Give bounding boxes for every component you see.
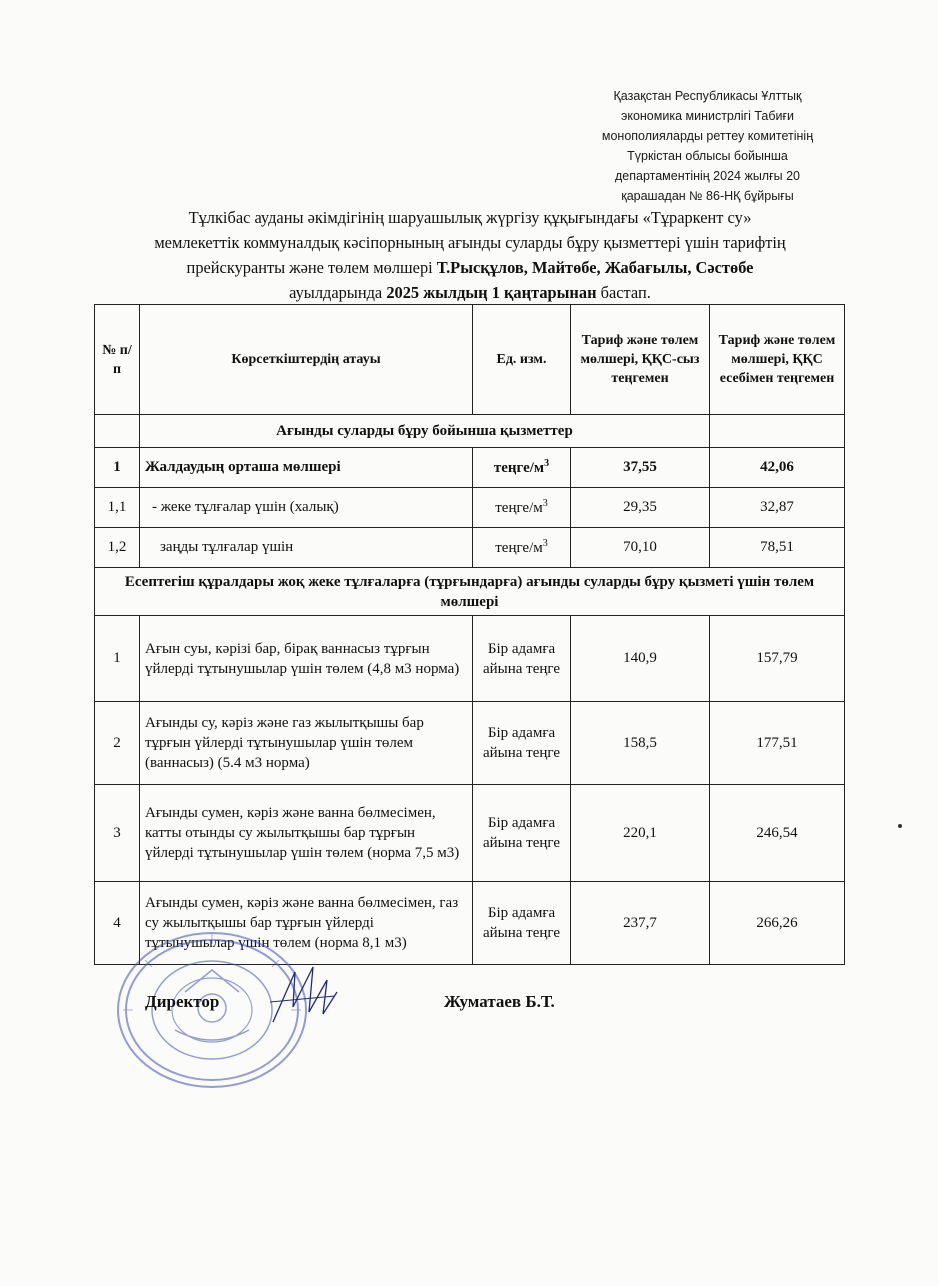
row-name: Ағынды су, кәріз және газ жылытқышы бар тұрғын үйлерді тұтынушылар үшін төлем (ваннасыз) (5.4 м3 норма) <box>140 702 473 785</box>
section-row <box>95 568 845 616</box>
table-row <box>95 616 845 702</box>
tariff-table <box>94 304 845 965</box>
section-title: Ағынды суларды бұру бойынша қызметтер <box>140 415 710 448</box>
row-unit <box>473 528 571 568</box>
row-value-no-vat: 158,5 <box>571 702 710 785</box>
row-value-vat: 246,54 <box>710 785 845 882</box>
row-name: Ағын суы, кәрізі бар, бірақ ваннасыз тұрғын үйлерді тұтынушылар үшін төлем (4,8 м3 норма) <box>140 616 473 702</box>
approval-line: Түркістан облысы бойынша <box>627 149 788 163</box>
header-unit: Ед. изм. <box>473 305 571 415</box>
row-unit: Бір адамға айына теңге <box>473 616 571 702</box>
unit-text: теңге/м <box>495 500 543 516</box>
unit-text: теңге/м <box>493 460 545 476</box>
header-tariff-no-vat: Тариф және төлем мөлшері, ҚҚС-сыз теңгемен <box>571 305 710 415</box>
approval-line: экономика министрлігі Табиғи <box>620 109 795 123</box>
row-value-vat: 266,26 <box>710 882 845 965</box>
unit-sup: 3 <box>542 498 548 509</box>
approval-line: департаментінің 2024 жылғы 20 <box>614 169 801 183</box>
empty-cell <box>710 415 845 448</box>
row-value-vat: 78,51 <box>710 528 845 568</box>
director-name: Жуматаев Б.Т. <box>444 992 555 1011</box>
row-num: 1 <box>95 616 140 702</box>
title-line-3-text: прейскуранты және төлем мөлшері <box>186 258 437 277</box>
title-line-3 <box>70 255 870 280</box>
title-line-4-end: бастап. <box>596 283 651 302</box>
section-title: Есептегіш құралдары жоқ жеке тұлғаларға (тұрғындарға) ағынды суларды бұру қызметі үшін төлем мөлшері <box>95 568 845 616</box>
row-num: 1 <box>95 448 140 488</box>
approval-line: монополияларды реттеу комитетінің <box>601 129 814 143</box>
title-line-4-text: ауылдарында <box>289 283 387 302</box>
row-num: 4 <box>95 882 140 965</box>
unit-sup: 3 <box>542 538 548 549</box>
table-row <box>95 528 845 568</box>
row-value-no-vat: 37,55 <box>571 448 710 488</box>
row-num: 3 <box>95 785 140 882</box>
title-line-2: мемлекеттік коммуналдық кәсіпорнының ағынды суларды бұру қызметтері үшін тарифтің <box>154 233 786 252</box>
table-row <box>95 488 845 528</box>
table-row <box>95 785 845 882</box>
row-unit: Бір адамға айына теңге <box>473 785 571 882</box>
row-value-no-vat: 220,1 <box>571 785 710 882</box>
title-date: 2025 жылдың 1 қаңтарынан <box>386 283 597 302</box>
title-line-1: Тұлкібас ауданы әкімдігінің шаруашылық жүргізу құқығындағы «Тұраркент су» <box>188 208 752 227</box>
approval-block <box>560 86 855 206</box>
header-num: № п/п <box>95 305 140 415</box>
unit-text: теңге/м <box>495 540 543 556</box>
table-header-row <box>95 305 845 415</box>
row-value-vat: 42,06 <box>710 448 845 488</box>
table-row <box>95 448 845 488</box>
row-name: - жеке тұлғалар үшін (халық) <box>140 488 473 528</box>
row-unit <box>473 488 571 528</box>
approval-line: Қазақстан Республикасы Ұлттық <box>613 89 802 103</box>
row-value-vat: 157,79 <box>710 616 845 702</box>
row-value-vat: 177,51 <box>710 702 845 785</box>
row-value-no-vat: 70,10 <box>571 528 710 568</box>
row-value-no-vat: 140,9 <box>571 616 710 702</box>
document-title <box>70 205 870 305</box>
row-num: 2 <box>95 702 140 785</box>
title-line-4 <box>70 280 870 305</box>
row-name: Ағынды сумен, кәріз және ванна бөлмесімен, газ су жылытқышы бар тұрғын үйлерді тұтынушылар үшін төлем (норма 8,1 м3) <box>140 882 473 965</box>
row-value-no-vat: 29,35 <box>571 488 710 528</box>
row-name: заңды тұлғалар үшін <box>140 528 473 568</box>
header-tariff-vat: Тариф және төлем мөлшері, ҚҚС есебімен теңгемен <box>710 305 845 415</box>
director-label: Директор <box>145 992 220 1011</box>
row-value-no-vat: 237,7 <box>571 882 710 965</box>
unit-sup: 3 <box>544 458 550 469</box>
row-value-vat: 32,87 <box>710 488 845 528</box>
row-num: 1,2 <box>95 528 140 568</box>
approval-line: қарашадан № 86-НҚ бұйрығы <box>621 189 794 203</box>
empty-cell <box>95 415 140 448</box>
header-name: Көрсеткіштердің атауы <box>140 305 473 415</box>
title-villages: Т.Рысқұлов, Майтөбе, Жабағылы, Сәстөбе <box>436 258 754 277</box>
row-unit: Бір адамға айына теңге <box>473 882 571 965</box>
section-row <box>95 415 845 448</box>
row-name: Ағынды сумен, кәріз және ванна бөлмесімен, катты отынды су жылытқышы бар тұрғын үйлерді тұтынушылар үшін төлем (норма 7,5 м3) <box>140 785 473 882</box>
row-unit: Бір адамға айына теңге <box>473 702 571 785</box>
signature-mark <box>265 962 345 1032</box>
row-num: 1,1 <box>95 488 140 528</box>
row-name: Жалдаудың орташа мөлшері <box>140 448 473 488</box>
table-row <box>95 702 845 785</box>
row-unit <box>473 448 571 488</box>
scan-speck <box>898 824 902 828</box>
